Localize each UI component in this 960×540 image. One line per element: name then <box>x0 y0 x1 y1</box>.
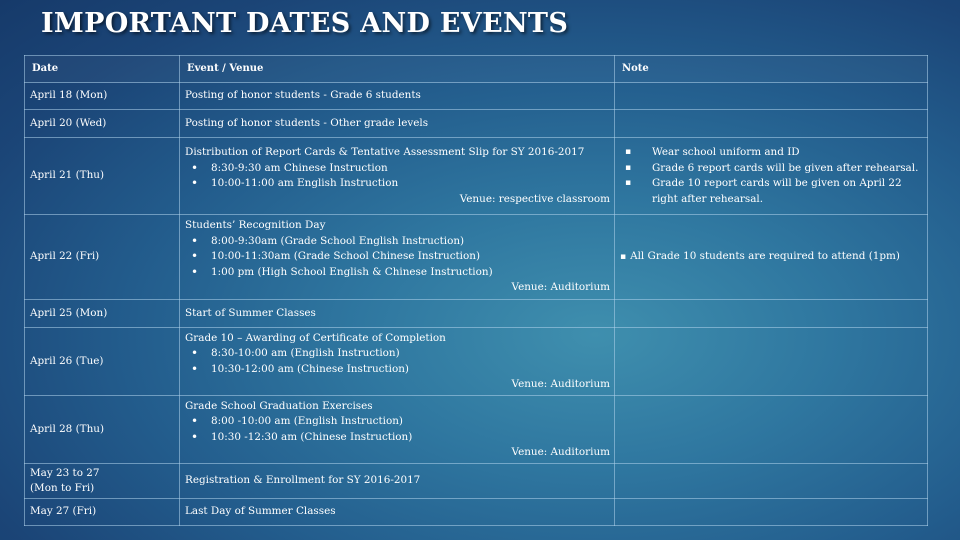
event-title: Students’ Recognition Day <box>185 219 326 232</box>
table-row <box>25 83 928 110</box>
date-cell: April 21 (Thu) <box>25 138 180 215</box>
note-cell <box>615 110 928 138</box>
event-cell <box>180 138 615 215</box>
event-cell: Registration & Enrollment for SY 2016-2017 <box>180 464 615 499</box>
schedule-item: • 8:00 -10:00 am (English Instruction) <box>190 414 609 430</box>
header-note: Note <box>615 56 928 83</box>
date-cell: April 26 (Tue) <box>25 328 180 396</box>
page-title: IMPORTANT DATES AND EVENTS <box>41 8 569 39</box>
schedule-list <box>185 346 609 377</box>
event-title: Grade 10 – Awarding of Certificate of Completion <box>185 331 446 344</box>
event-cell <box>180 396 615 464</box>
table-row <box>25 464 928 499</box>
date-cell: April 18 (Mon) <box>25 83 180 110</box>
schedule-item: • 10:30 -12:30 am (Chinese Instruction) <box>190 430 609 446</box>
table-row <box>25 110 928 138</box>
date-line: May 23 to 27 <box>30 466 100 479</box>
note-cell <box>615 215 928 300</box>
schedule-item: • 8:30-9:30 am Chinese Instruction <box>190 161 609 177</box>
event-cell: Start of Summer Classes <box>180 300 615 328</box>
table-row <box>25 138 928 215</box>
date-cell: April 20 (Wed) <box>25 110 180 138</box>
schedule-item: • 10:00-11:30am (Grade School Chinese Instruction) <box>190 249 609 265</box>
event-cell <box>180 215 615 300</box>
schedule-list <box>185 161 609 192</box>
note-item: ▪ Wear school uniform and ID <box>625 145 922 161</box>
header-event-venue: Event / Venue <box>180 56 615 83</box>
date-cell: April 25 (Mon) <box>25 300 180 328</box>
note-item: ▪ Grade 10 report cards will be given on April 22 right after rehearsal. <box>625 176 922 207</box>
note-cell <box>615 83 928 110</box>
schedule-item: • 8:00-9:30am (Grade School English Instruction) <box>190 234 609 250</box>
schedule-item: • 10:30-12:00 am (Chinese Instruction) <box>190 362 609 378</box>
table-header-row <box>25 56 928 83</box>
table-row <box>25 499 928 526</box>
events-table <box>24 55 928 526</box>
note-cell <box>615 396 928 464</box>
date-cell: April 22 (Fri) <box>25 215 180 300</box>
event-cell: Posting of honor students - Other grade levels <box>180 110 615 138</box>
table-row <box>25 300 928 328</box>
venue-label: Venue: Auditorium <box>511 281 610 294</box>
schedule-list <box>185 414 609 445</box>
note-cell <box>615 499 928 526</box>
schedule-list <box>185 234 609 281</box>
schedule-item: • 10:00-11:00 am English Instruction <box>190 176 609 192</box>
event-cell: Posting of honor students - Grade 6 students <box>180 83 615 110</box>
date-cell: April 28 (Thu) <box>25 396 180 464</box>
note-item: ▪ Grade 6 report cards will be given after rehearsal. <box>625 161 922 177</box>
note-cell <box>615 138 928 215</box>
table-row <box>25 215 928 300</box>
venue-label: Venue: respective classroom <box>459 192 610 205</box>
venue-label: Venue: Auditorium <box>511 446 610 458</box>
date-line: (Mon to Fri) <box>30 482 95 494</box>
note-cell <box>615 328 928 396</box>
event-cell: Last Day of Summer Classes <box>180 499 615 526</box>
venue-label: Venue: Auditorium <box>511 378 610 390</box>
event-title: Distribution of Report Cards & Tentative Assessment Slip for SY 2016-2017 <box>185 146 585 158</box>
event-cell <box>180 328 615 396</box>
square-bullet-icon: ▪ <box>620 251 627 262</box>
date-cell: May 27 (Fri) <box>25 499 180 526</box>
table-row <box>25 328 928 396</box>
schedule-item: • 8:30-10:00 am (English Instruction) <box>190 346 609 362</box>
schedule-item: • 1:00 pm (High School English & Chinese Instruction) <box>190 265 609 281</box>
table-row <box>25 396 928 464</box>
date-cell <box>25 464 180 499</box>
header-date: Date <box>25 56 180 83</box>
note-cell <box>615 464 928 499</box>
notes-list <box>620 145 922 207</box>
note-cell <box>615 300 928 328</box>
note-item: All Grade 10 students are required to attend (1pm) <box>630 249 900 262</box>
event-title: Grade School Graduation Exercises <box>185 399 373 412</box>
